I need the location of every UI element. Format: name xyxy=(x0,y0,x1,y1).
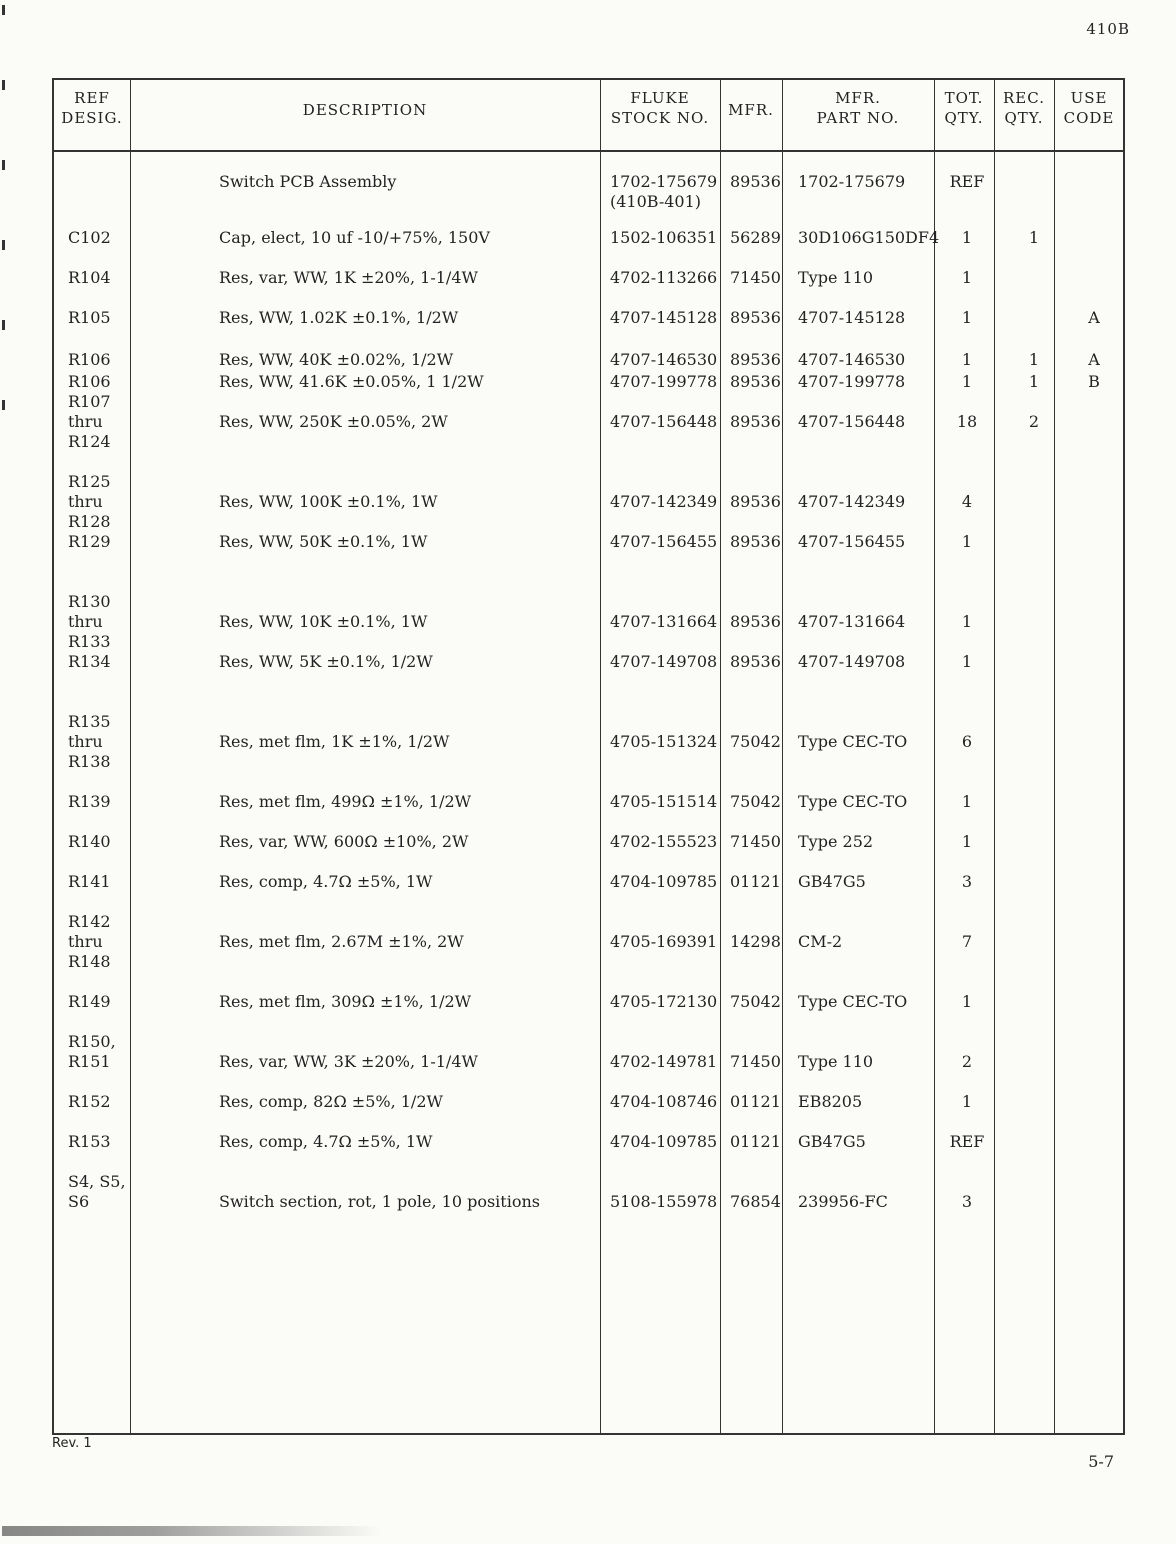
cell-description: Res, WW, 1.02K ±0.1%, 1/2W xyxy=(219,308,459,327)
cell-description: Res, WW, 5K ±0.1%, 1/2W xyxy=(219,652,433,671)
cell-mfr-code: 71450 xyxy=(730,268,781,287)
cell-tot-qty: 1 xyxy=(961,228,973,247)
cell-stock-no: 4705-172130 xyxy=(610,992,718,1011)
cell-stock-no: 4707-199778 xyxy=(610,372,718,391)
cell-mfr-code: 89536 xyxy=(730,532,781,551)
cell-mfr-code: 14298 xyxy=(730,932,781,951)
header-mfr: MFR. xyxy=(728,101,774,119)
header-description: DESCRIPTION xyxy=(302,101,428,119)
cell-description: Res, var, WW, 1K ±20%, 1-1/4W xyxy=(219,268,478,287)
cell-ref-desig: R140 xyxy=(68,832,111,851)
header-part-no: MFR. PART NO. xyxy=(816,89,900,127)
cell-part-no: 4707-146530 xyxy=(798,350,906,369)
cell-stock-no: 4707-146530 xyxy=(610,350,718,369)
cell-stock-no: 4705-151324 xyxy=(610,732,718,751)
cell-description: Res, WW, 10K ±0.1%, 1W xyxy=(219,612,428,631)
cell-tot-qty: 1 xyxy=(961,612,973,631)
cell-ref-desig: R149 xyxy=(68,992,111,1011)
cell-stock-no: 4707-156448 xyxy=(610,412,718,431)
cell-mfr-code: 56289 xyxy=(730,228,781,247)
cell-mfr-code: 71450 xyxy=(730,832,781,851)
cell-tot-qty: 1 xyxy=(961,1092,973,1111)
cell-description: Switch section, rot, 1 pole, 10 positions xyxy=(219,1192,540,1211)
cell-mfr-code: 71450 xyxy=(730,1052,781,1071)
cell-ref-desig: R150, R151 xyxy=(68,1032,116,1071)
cell-rec-qty: 1 xyxy=(1028,372,1040,391)
cell-ref-desig: R135 thru R138 xyxy=(68,712,111,771)
cell-mfr-code: 01121 xyxy=(730,1092,781,1111)
cell-part-no: EB8205 xyxy=(798,1092,863,1111)
header-use-code: USE CODE xyxy=(1063,89,1115,127)
cell-stock-no: 4707-131664 xyxy=(610,612,718,631)
cell-mfr-code: 89536 xyxy=(730,350,781,369)
cell-ref-desig: R104 xyxy=(68,268,111,287)
cell-part-no: Type 110 xyxy=(798,1052,874,1071)
cell-tot-qty: 3 xyxy=(961,872,973,891)
cell-ref-desig: R107 thru R124 xyxy=(68,392,111,451)
scan-mark xyxy=(2,320,5,330)
cell-description: Res, met flm, 2.67M ±1%, 2W xyxy=(219,932,464,951)
cell-ref-desig: R152 xyxy=(68,1092,111,1111)
cell-rec-qty: 2 xyxy=(1028,412,1040,431)
cell-mfr-code: 01121 xyxy=(730,1132,781,1151)
cell-mfr-code: 01121 xyxy=(730,872,781,891)
cell-description: Res, WW, 40K ±0.02%, 1/2W xyxy=(219,350,454,369)
cell-stock-no: 4707-149708 xyxy=(610,652,718,671)
cell-mfr-code: 89536 xyxy=(730,372,781,391)
cell-stock-no: 4702-149781 xyxy=(610,1052,718,1071)
cell-part-no: Type CEC-TO xyxy=(798,732,908,751)
cell-part-no: 4707-142349 xyxy=(798,492,906,511)
cell-tot-qty: 1 xyxy=(961,532,973,551)
cell-stock-no: 4704-109785 xyxy=(610,1132,718,1151)
scan-mark xyxy=(2,160,5,170)
cell-rec-qty: 1 xyxy=(1028,228,1040,247)
cell-mfr-code: 89536 xyxy=(730,412,781,431)
cell-stock-no: 1502-106351 xyxy=(610,228,718,247)
cell-description: Switch PCB Assembly xyxy=(219,172,397,191)
cell-tot-qty: 1 xyxy=(961,268,973,287)
cell-tot-qty: 1 xyxy=(961,372,973,391)
cell-stock-no: 4707-145128 xyxy=(610,308,718,327)
header-ref-desig: REF DESIG. xyxy=(61,89,123,127)
cell-ref-desig: R106 xyxy=(68,350,111,369)
cell-description: Res, var, WW, 3K ±20%, 1-1/4W xyxy=(219,1052,478,1071)
cell-ref-desig: R134 xyxy=(68,652,111,671)
cell-stock-no: 4704-108746 xyxy=(610,1092,718,1111)
header-rec-qty: REC. QTY. xyxy=(1003,89,1045,127)
cell-description: Res, met flm, 309Ω ±1%, 1/2W xyxy=(219,992,472,1011)
cell-part-no: 4707-156455 xyxy=(798,532,906,551)
cell-part-no: 239956-FC xyxy=(798,1192,888,1211)
cell-stock-no: 4707-142349 xyxy=(610,492,718,511)
cell-ref-desig: R125 thru R128 xyxy=(68,472,111,531)
cell-description: Res, var, WW, 600Ω ±10%, 2W xyxy=(219,832,469,851)
cell-part-no: 4707-145128 xyxy=(798,308,906,327)
cell-stock-no: 1702-175679 (410B-401) xyxy=(610,172,718,211)
cell-mfr-code: 89536 xyxy=(730,308,781,327)
cell-part-no: GB47G5 xyxy=(798,872,866,891)
cell-part-no: Type CEC-TO xyxy=(798,792,908,811)
parts-list-table xyxy=(52,78,1125,1435)
cell-description: Res, comp, 4.7Ω ±5%, 1W xyxy=(219,1132,433,1151)
cell-mfr-code: 75042 xyxy=(730,992,781,1011)
cell-description: Cap, elect, 10 uf -10/+75%, 150V xyxy=(219,228,490,247)
column-divider xyxy=(994,80,995,1433)
cell-use-code: B xyxy=(1088,372,1100,391)
cell-mfr-code: 76854 xyxy=(730,1192,781,1211)
header-tot-qty: TOT. QTY. xyxy=(944,89,984,127)
cell-ref-desig: R129 xyxy=(68,532,111,551)
cell-part-no: Type CEC-TO xyxy=(798,992,908,1011)
revision-label: Rev. 1 xyxy=(52,1436,92,1451)
cell-part-no: 1702-175679 xyxy=(798,172,906,191)
cell-rec-qty: 1 xyxy=(1028,350,1040,369)
cell-part-no: GB47G5 xyxy=(798,1132,866,1151)
page-number: 5-7 xyxy=(1088,1452,1114,1471)
cell-part-no: 30D106G150DF4 xyxy=(798,228,940,247)
header-stock-no: FLUKE STOCK NO. xyxy=(610,89,710,127)
cell-stock-no: 5108-155978 xyxy=(610,1192,718,1211)
cell-ref-desig: R139 xyxy=(68,792,111,811)
column-divider xyxy=(1054,80,1055,1433)
cell-stock-no: 4705-169391 xyxy=(610,932,718,951)
cell-description: Res, comp, 82Ω ±5%, 1/2W xyxy=(219,1092,443,1111)
cell-mfr-code: 89536 xyxy=(730,612,781,631)
cell-tot-qty: REF xyxy=(949,172,985,191)
cell-ref-desig: R141 xyxy=(68,872,111,891)
cell-ref-desig: R130 thru R133 xyxy=(68,592,111,651)
cell-mfr-code: 75042 xyxy=(730,732,781,751)
cell-ref-desig: R142 thru R148 xyxy=(68,912,111,971)
cell-tot-qty: 2 xyxy=(961,1052,973,1071)
cell-tot-qty: 1 xyxy=(961,792,973,811)
cell-tot-qty: 1 xyxy=(961,992,973,1011)
cell-tot-qty: 3 xyxy=(961,1192,973,1211)
cell-part-no: 4707-149708 xyxy=(798,652,906,671)
scan-smudge xyxy=(2,1526,382,1536)
cell-ref-desig: S4, S5, S6 xyxy=(68,1172,126,1211)
cell-stock-no: 4707-156455 xyxy=(610,532,718,551)
cell-tot-qty: REF xyxy=(949,1132,985,1151)
cell-ref-desig: R153 xyxy=(68,1132,111,1151)
cell-description: Res, WW, 41.6K ±0.05%, 1 1/2W xyxy=(219,372,484,391)
cell-part-no: 4707-131664 xyxy=(798,612,906,631)
cell-part-no: 4707-199778 xyxy=(798,372,906,391)
scan-mark xyxy=(2,5,5,15)
cell-description: Res, WW, 100K ±0.1%, 1W xyxy=(219,492,438,511)
cell-mfr-code: 89536 xyxy=(730,492,781,511)
scan-mark xyxy=(2,80,5,90)
cell-tot-qty: 6 xyxy=(961,732,973,751)
cell-use-code: A xyxy=(1088,308,1100,327)
header-divider xyxy=(54,150,1123,152)
cell-description: Res, met flm, 499Ω ±1%, 1/2W xyxy=(219,792,472,811)
cell-use-code: A xyxy=(1088,350,1100,369)
cell-stock-no: 4702-113266 xyxy=(610,268,718,287)
cell-ref-desig: R106 xyxy=(68,372,111,391)
cell-description: Res, met flm, 1K ±1%, 1/2W xyxy=(219,732,450,751)
cell-tot-qty: 18 xyxy=(956,412,978,431)
cell-part-no: 4707-156448 xyxy=(798,412,906,431)
cell-part-no: Type 252 xyxy=(798,832,874,851)
scan-mark xyxy=(2,240,5,250)
cell-mfr-code: 89536 xyxy=(730,652,781,671)
cell-description: Res, WW, 250K ±0.05%, 2W xyxy=(219,412,448,431)
cell-tot-qty: 1 xyxy=(961,652,973,671)
cell-stock-no: 4702-155523 xyxy=(610,832,718,851)
cell-tot-qty: 4 xyxy=(961,492,973,511)
cell-part-no: CM-2 xyxy=(798,932,843,951)
cell-description: Res, comp, 4.7Ω ±5%, 1W xyxy=(219,872,433,891)
document-id: 410B xyxy=(1086,20,1130,38)
cell-mfr-code: 89536 xyxy=(730,172,781,191)
cell-tot-qty: 1 xyxy=(961,832,973,851)
cell-stock-no: 4705-151514 xyxy=(610,792,718,811)
cell-part-no: Type 110 xyxy=(798,268,874,287)
scan-mark xyxy=(2,400,5,410)
cell-tot-qty: 1 xyxy=(961,308,973,327)
cell-description: Res, WW, 50K ±0.1%, 1W xyxy=(219,532,428,551)
cell-stock-no: 4704-109785 xyxy=(610,872,718,891)
cell-ref-desig: R105 xyxy=(68,308,111,327)
cell-mfr-code: 75042 xyxy=(730,792,781,811)
cell-tot-qty: 7 xyxy=(961,932,973,951)
cell-ref-desig: C102 xyxy=(68,228,111,247)
cell-tot-qty: 1 xyxy=(961,350,973,369)
